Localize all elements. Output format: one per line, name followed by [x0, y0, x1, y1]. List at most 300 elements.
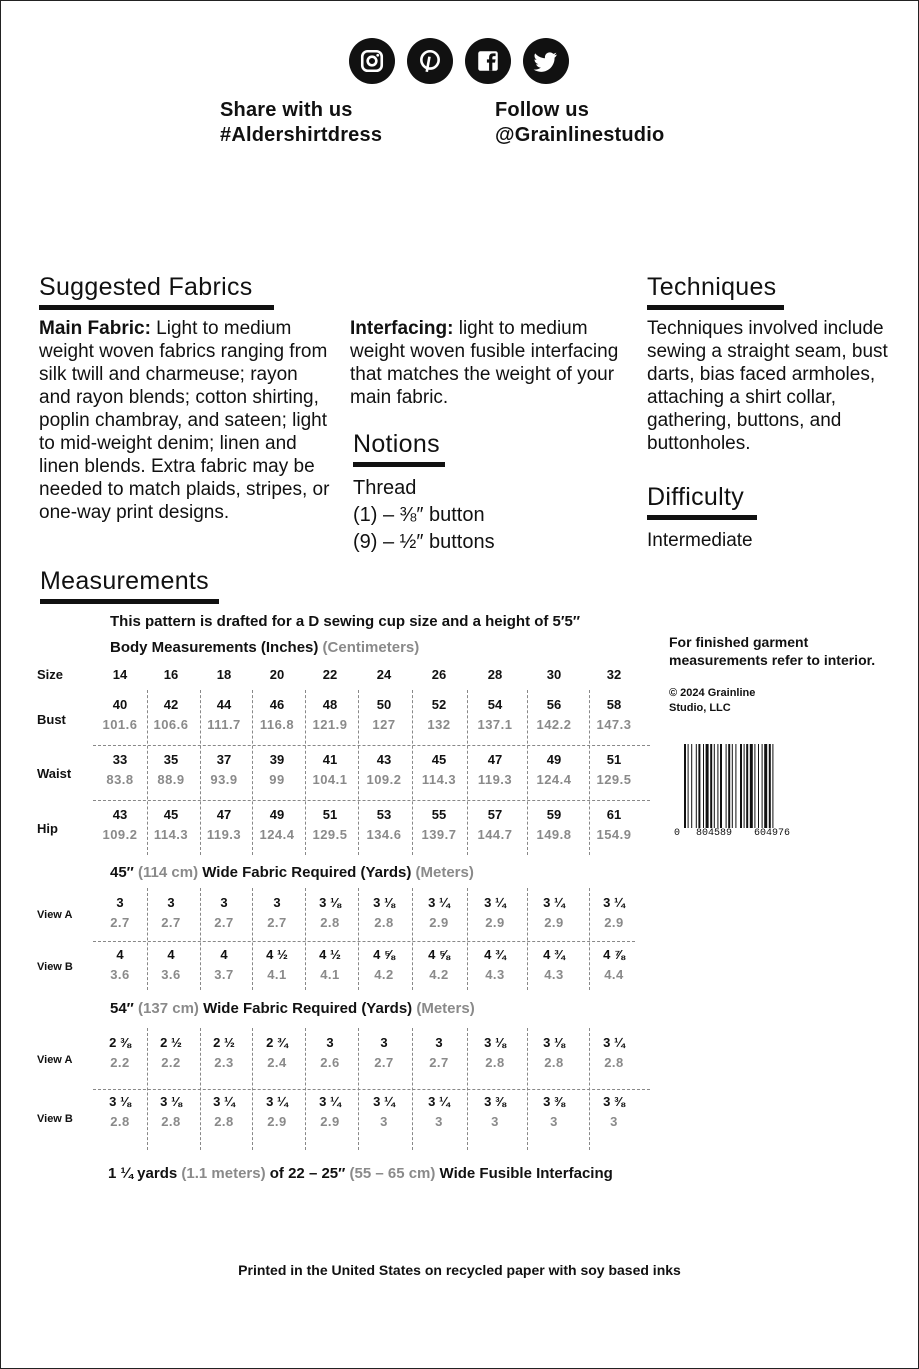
- table-cell: [251, 947, 303, 982]
- barcode-bar: [750, 744, 753, 828]
- table-cell: [358, 1035, 410, 1070]
- difficulty-section-header: [647, 483, 757, 520]
- value-metric: 2.2: [110, 1055, 130, 1070]
- row-divider: [93, 800, 650, 801]
- value-imperial: 49: [269, 807, 285, 822]
- value-imperial: 41: [322, 752, 338, 767]
- table-cell: [304, 895, 356, 930]
- fabric-54-width-cm: (137 cm): [133, 1000, 199, 1017]
- size-value: 30: [546, 667, 562, 682]
- table-cell: [588, 895, 640, 930]
- value-imperial: 3: [435, 1035, 443, 1050]
- size-value: 16: [163, 667, 179, 682]
- value-metric: 2.7: [110, 915, 130, 930]
- table-cell: [469, 895, 521, 930]
- social-icons: [349, 38, 569, 84]
- size-value: 26: [431, 667, 447, 682]
- row-label: View A: [37, 909, 73, 921]
- barcode-bar: [746, 744, 748, 828]
- drafting-note: This pattern is drafted for a D sewing cup size and a height of 5′5″: [110, 613, 581, 630]
- table-cell: [198, 807, 250, 842]
- value-imperial: 3: [167, 895, 175, 910]
- interfacing-yards: 1 ¼ yards: [108, 1165, 178, 1182]
- fabric-45-width: 45″: [110, 864, 134, 881]
- fabric-54-header: [110, 1000, 475, 1017]
- column-divider: [412, 690, 413, 855]
- value-metric: 109.2: [366, 772, 402, 787]
- barcode-bar: [758, 744, 759, 828]
- column-divider: [358, 888, 359, 990]
- table-cell: [145, 752, 197, 787]
- facebook-icon[interactable]: [465, 38, 511, 84]
- table-cell: [251, 1094, 303, 1129]
- table-cell: [413, 1035, 465, 1070]
- size-column-header: [588, 667, 640, 682]
- table-cell: [198, 1094, 250, 1129]
- column-divider: [358, 690, 359, 855]
- table-cell: [469, 947, 521, 982]
- value-imperial: 47: [216, 807, 232, 822]
- barcode-bar: [696, 744, 697, 828]
- barcode-bar: [764, 744, 767, 828]
- twitter-icon[interactable]: [523, 38, 569, 84]
- follow-label: Follow us: [495, 99, 590, 121]
- value-imperial: 4: [220, 947, 228, 962]
- value-metric: 111.7: [207, 717, 241, 732]
- value-imperial: 33: [112, 752, 128, 767]
- barcode-bar: [703, 744, 704, 828]
- share-block: [220, 98, 382, 148]
- body-header-inches: Body Measurements (Inches): [110, 639, 319, 656]
- interfacing-desc: light to medium weight woven fusible interfacing that matches the weight of your main fabric.: [350, 318, 619, 408]
- techniques-text: Techniques involved include sewing a straight seam, bust darts, bias faced armholes, attaching a shirt collar, gathering, buttons, and buttonholes.: [647, 318, 888, 454]
- techniques-section-header: [647, 273, 784, 310]
- main-fabric-desc: Light to medium weight woven fabrics ranging from silk twill and charmeuse; rayon and rayon blends; cotton shirting, poplin chambray, and sateen; light to mid-weight denim; linen and linen blends. Extra fabric may be needed to match plaids, stripes, or one-way print designs.: [39, 318, 330, 523]
- size-column-header: [304, 667, 356, 682]
- value-imperial: 3 ⅜: [543, 1094, 565, 1109]
- barcode-bar: [714, 744, 715, 828]
- table-cell: [145, 807, 197, 842]
- value-metric: 4.2: [374, 967, 394, 982]
- value-metric: 101.6: [102, 717, 138, 732]
- share-label: Share with us: [220, 99, 353, 121]
- value-imperial: 3 ¼: [484, 895, 506, 910]
- fabric-45-width-cm: (114 cm): [133, 864, 199, 881]
- column-divider: [200, 888, 201, 990]
- table-cell: [469, 807, 521, 842]
- value-imperial: 3 ¼: [428, 895, 450, 910]
- value-imperial: 3 ¼: [213, 1094, 235, 1109]
- table-cell: [469, 1094, 521, 1129]
- value-imperial: 4 ¾: [484, 947, 506, 962]
- table-cell: [304, 1035, 356, 1070]
- value-metric: 2.7: [214, 915, 234, 930]
- column-divider: [252, 888, 253, 990]
- table-cell: [469, 752, 521, 787]
- column-divider: [412, 888, 413, 990]
- value-imperial: 3: [273, 895, 281, 910]
- value-metric: 4.3: [544, 967, 564, 982]
- size-column-header: [469, 667, 521, 682]
- difficulty-level: Intermediate: [647, 530, 753, 551]
- barcode-digits-mid: 804589: [696, 828, 733, 839]
- barcode-bar: [720, 744, 722, 828]
- value-imperial: 2 ¾: [266, 1035, 288, 1050]
- value-metric: 2.8: [110, 1114, 130, 1129]
- value-imperial: 4 ½: [266, 947, 288, 962]
- value-metric: 142.2: [536, 717, 572, 732]
- column-divider: [527, 690, 528, 855]
- table-cell: [198, 947, 250, 982]
- value-metric: 2.9: [429, 915, 449, 930]
- row-divider: [93, 745, 650, 746]
- table-cell: [94, 807, 146, 842]
- column-divider: [252, 690, 253, 855]
- barcode-bar: [754, 744, 755, 828]
- barcode-digits-right: 604976: [754, 828, 791, 839]
- value-metric: 2.8: [485, 1055, 505, 1070]
- value-metric: 149.8: [536, 827, 572, 842]
- table-cell: [145, 697, 197, 732]
- table-cell: [413, 1094, 465, 1129]
- table-cell: [358, 807, 410, 842]
- main-fabric-text: [39, 317, 334, 524]
- value-metric: 2.8: [374, 915, 394, 930]
- row-divider: [93, 941, 635, 942]
- value-metric: 83.8: [106, 772, 134, 787]
- table-cell: [304, 1094, 356, 1129]
- value-imperial: 3: [116, 895, 124, 910]
- value-imperial: 4 ⅝: [373, 947, 395, 962]
- value-imperial: 39: [269, 752, 285, 767]
- table-cell: [304, 697, 356, 732]
- value-imperial: 50: [376, 697, 392, 712]
- value-imperial: 2 ½: [213, 1035, 235, 1050]
- value-metric: 3.6: [161, 967, 181, 982]
- table-cell: [251, 807, 303, 842]
- table-cell: [94, 697, 146, 732]
- barcode: [674, 744, 806, 839]
- column-divider: [305, 690, 306, 855]
- fabrics-section-header: [39, 273, 282, 310]
- size-value: 18: [216, 667, 232, 682]
- value-imperial: 58: [606, 697, 622, 712]
- value-metric: 124.4: [536, 772, 572, 787]
- value-imperial: 3 ⅜: [484, 1094, 506, 1109]
- measurements-title: Measurements: [40, 567, 219, 604]
- row-label: Waist: [37, 766, 72, 781]
- table-cell: [198, 697, 250, 732]
- value-imperial: 3: [220, 895, 228, 910]
- table-cell: [358, 947, 410, 982]
- value-metric: 147.3: [596, 717, 632, 732]
- value-imperial: 3 ¼: [266, 1094, 288, 1109]
- table-cell: [358, 895, 410, 930]
- table-cell: [94, 947, 146, 982]
- notion-item: Thread: [353, 477, 417, 499]
- value-metric: 3: [491, 1114, 499, 1129]
- value-metric: 104.1: [312, 772, 348, 787]
- barcode-bar: [684, 744, 686, 828]
- interfacing-label: Interfacing:: [350, 318, 454, 339]
- value-metric: 2.3: [214, 1055, 234, 1070]
- barcode-bar: [706, 744, 709, 828]
- column-divider: [200, 690, 201, 855]
- barcode-bar: [710, 744, 712, 828]
- value-metric: 121.9: [312, 717, 348, 732]
- value-imperial: 46: [269, 697, 285, 712]
- value-imperial: 3 ¼: [319, 1094, 341, 1109]
- table-cell: [528, 697, 580, 732]
- table-cell: [145, 1035, 197, 1070]
- value-metric: 124.4: [259, 827, 295, 842]
- row-label: Hip: [37, 821, 58, 836]
- size-column-header: [528, 667, 580, 682]
- follow-block: [495, 98, 664, 148]
- row-label: View B: [37, 1113, 73, 1125]
- value-metric: 106.6: [153, 717, 189, 732]
- value-metric: 3: [610, 1114, 618, 1129]
- value-imperial: 2 ⅜: [109, 1035, 131, 1050]
- follow-handle[interactable]: @Grainlinestudio: [495, 124, 665, 146]
- value-imperial: 3 ⅛: [160, 1094, 182, 1109]
- value-metric: 2.9: [485, 915, 505, 930]
- fabrics-title: Suggested Fabrics: [39, 273, 274, 310]
- value-imperial: 4 ⅞: [603, 947, 625, 962]
- fabric-54-label: Wide Fabric Required (Yards): [198, 1000, 413, 1017]
- table-cell: [94, 895, 146, 930]
- value-imperial: 3 ¼: [603, 1035, 625, 1050]
- value-metric: 2.2: [161, 1055, 181, 1070]
- value-imperial: 61: [606, 807, 622, 822]
- measurements-section-header: [40, 567, 219, 604]
- value-imperial: 51: [606, 752, 622, 767]
- value-imperial: 4 ¾: [543, 947, 565, 962]
- table-cell: [145, 1094, 197, 1129]
- value-metric: 3.6: [110, 967, 130, 982]
- value-metric: 2.7: [161, 915, 181, 930]
- value-imperial: 57: [487, 807, 503, 822]
- value-metric: 2.9: [267, 1114, 287, 1129]
- value-metric: 139.7: [421, 827, 457, 842]
- value-metric: 2.4: [267, 1055, 287, 1070]
- table-cell: [94, 1035, 146, 1070]
- difficulty-title: Difficulty: [647, 483, 757, 520]
- value-imperial: 3 ⅜: [603, 1094, 625, 1109]
- value-imperial: 55: [431, 807, 447, 822]
- value-imperial: 3 ⅛: [484, 1035, 506, 1050]
- fabric-45-header: [110, 864, 474, 881]
- value-metric: 137.1: [477, 717, 513, 732]
- size-column-header: [145, 667, 197, 682]
- instagram-icon[interactable]: [349, 38, 395, 84]
- table-cell: [358, 1094, 410, 1129]
- value-metric: 4.1: [267, 967, 287, 982]
- barcode-bar: [732, 744, 733, 828]
- table-cell: [413, 895, 465, 930]
- table-cell: [413, 752, 465, 787]
- table-cell: [251, 1035, 303, 1070]
- value-imperial: 52: [431, 697, 447, 712]
- value-imperial: 3 ¼: [543, 895, 565, 910]
- value-metric: 2.8: [320, 915, 340, 930]
- interfacing-width-cm: (55 – 65 cm): [345, 1165, 436, 1182]
- value-imperial: 44: [216, 697, 232, 712]
- size-value: 32: [606, 667, 622, 682]
- barcode-bar: [698, 744, 700, 828]
- value-metric: 127: [372, 717, 396, 732]
- value-imperial: 47: [487, 752, 503, 767]
- pinterest-icon[interactable]: [407, 38, 453, 84]
- value-metric: 109.2: [102, 827, 138, 842]
- table-cell: [469, 697, 521, 732]
- size-value: 20: [269, 667, 285, 682]
- value-imperial: 54: [487, 697, 503, 712]
- interfacing-type: Wide Fusible Interfacing: [435, 1165, 613, 1182]
- value-imperial: 40: [112, 697, 128, 712]
- size-label: Size: [37, 667, 64, 682]
- table-cell: [413, 947, 465, 982]
- value-imperial: 59: [546, 807, 562, 822]
- value-metric: 4.2: [429, 967, 449, 982]
- table-cell: [94, 752, 146, 787]
- table-cell: [588, 947, 640, 982]
- row-label: View A: [37, 1054, 73, 1066]
- barcode-bar: [769, 744, 771, 828]
- value-imperial: 3 ¼: [603, 895, 625, 910]
- barcode-bar: [740, 744, 742, 828]
- value-metric: 2.8: [544, 1055, 564, 1070]
- value-imperial: 43: [376, 752, 392, 767]
- value-metric: 3: [550, 1114, 558, 1129]
- notions-list: [353, 475, 495, 556]
- value-metric: 119.3: [206, 827, 242, 842]
- value-metric: 2.6: [320, 1055, 340, 1070]
- table-cell: [145, 895, 197, 930]
- value-imperial: 43: [112, 807, 128, 822]
- value-metric: 114.3: [153, 827, 189, 842]
- table-cell: [528, 895, 580, 930]
- body-header-cm: (Centimeters): [318, 639, 420, 656]
- value-imperial: 3 ¼: [373, 1094, 395, 1109]
- fabric-45-label: Wide Fabric Required (Yards): [198, 864, 412, 881]
- interfacing-requirement: [108, 1165, 613, 1182]
- interfacing-meters: (1.1 meters): [177, 1165, 266, 1182]
- table-cell: [198, 895, 250, 930]
- column-divider: [527, 888, 528, 990]
- share-hashtag[interactable]: #Aldershirtdress: [220, 124, 383, 146]
- column-divider: [147, 888, 148, 990]
- table-cell: [528, 807, 580, 842]
- value-metric: 2.9: [544, 915, 564, 930]
- notions-title: Notions: [353, 430, 445, 467]
- value-imperial: 3 ⅛: [319, 895, 341, 910]
- size-value: 22: [322, 667, 338, 682]
- value-imperial: 2 ½: [160, 1035, 182, 1050]
- table-cell: [528, 1035, 580, 1070]
- table-cell: [145, 947, 197, 982]
- fabric-54-width: 54″: [110, 1000, 134, 1017]
- value-metric: 2.7: [267, 915, 287, 930]
- column-divider: [467, 888, 468, 990]
- size-column-header: [358, 667, 410, 682]
- copyright: © 2024 Grainline Studio, LLC: [669, 687, 756, 714]
- table-cell: [198, 1035, 250, 1070]
- table-cell: [413, 807, 465, 842]
- finished-measurements-note: For finished garment measurements refer to interior.: [669, 634, 876, 668]
- barcode-bar: [691, 744, 692, 828]
- value-metric: 2.7: [374, 1055, 394, 1070]
- size-column-header: [413, 667, 465, 682]
- interfacing-width: of 22 – 25″: [265, 1165, 346, 1182]
- size-column-header: [198, 667, 250, 682]
- value-metric: 2.9: [320, 1114, 340, 1129]
- value-metric: 116.8: [259, 717, 295, 732]
- table-cell: [588, 752, 640, 787]
- body-measurements-header: [110, 639, 419, 656]
- size-value: 14: [112, 667, 128, 682]
- barcode-bar: [688, 744, 689, 828]
- value-metric: 2.7: [429, 1055, 449, 1070]
- value-imperial: 3: [326, 1035, 334, 1050]
- value-imperial: 3 ⅛: [543, 1035, 565, 1050]
- table-cell: [251, 895, 303, 930]
- value-metric: 4.1: [320, 967, 340, 982]
- row-label: View B: [37, 961, 73, 973]
- barcode-bars: [684, 744, 806, 828]
- barcode-bar: [735, 744, 736, 828]
- print-footer: Printed in the United States on recycled paper with soy based inks: [238, 1262, 681, 1278]
- value-imperial: 3 ⅛: [109, 1094, 131, 1109]
- value-metric: 2.8: [161, 1114, 181, 1129]
- value-imperial: 49: [546, 752, 562, 767]
- barcode-bar: [744, 744, 745, 828]
- table-cell: [251, 697, 303, 732]
- notions-section-header: [353, 430, 445, 467]
- row-label: Bust: [37, 712, 66, 727]
- value-imperial: 35: [163, 752, 179, 767]
- table-cell: [413, 697, 465, 732]
- value-metric: 144.7: [477, 827, 513, 842]
- value-imperial: 3: [380, 1035, 388, 1050]
- value-imperial: 4: [167, 947, 175, 962]
- barcode-bar: [762, 744, 763, 828]
- fabric-45-meters: (Meters): [411, 864, 474, 881]
- value-imperial: 53: [376, 807, 392, 822]
- value-imperial: 48: [322, 697, 338, 712]
- value-metric: 129.5: [596, 772, 632, 787]
- table-cell: [304, 752, 356, 787]
- value-metric: 4.4: [604, 967, 624, 982]
- value-metric: 114.3: [421, 772, 457, 787]
- table-cell: [469, 1035, 521, 1070]
- table-cell: [588, 807, 640, 842]
- value-imperial: 4 ½: [319, 947, 341, 962]
- barcode-bar: [726, 744, 727, 828]
- value-metric: 2.8: [604, 1055, 624, 1070]
- value-metric: 2.8: [214, 1114, 234, 1129]
- value-metric: 88.9: [157, 772, 185, 787]
- value-imperial: 3 ¼: [428, 1094, 450, 1109]
- value-metric: 132: [427, 717, 451, 732]
- table-cell: [528, 1094, 580, 1129]
- value-metric: 134.6: [366, 827, 402, 842]
- value-metric: 129.5: [312, 827, 348, 842]
- table-cell: [358, 697, 410, 732]
- barcode-bar: [772, 744, 773, 828]
- value-metric: 4.3: [485, 967, 505, 982]
- column-divider: [305, 888, 306, 990]
